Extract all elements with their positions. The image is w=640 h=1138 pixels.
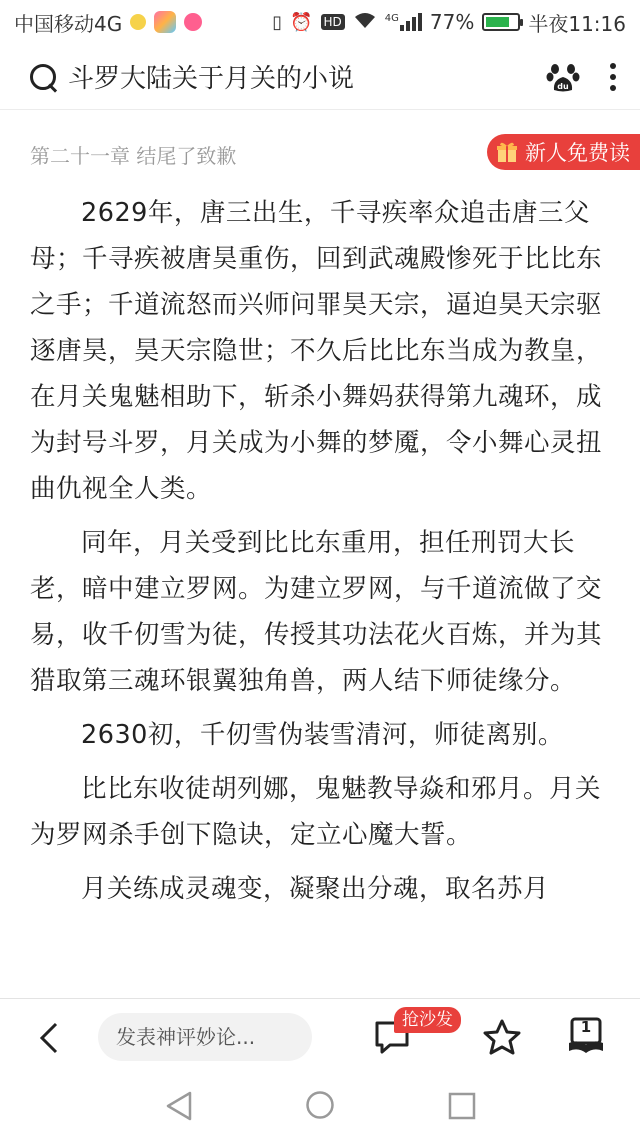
clock: 半夜11:16 bbox=[528, 11, 626, 36]
signal-icon bbox=[385, 13, 422, 31]
book-count: 1 bbox=[580, 1018, 592, 1036]
hd-icon: HD bbox=[321, 14, 345, 30]
search-icon[interactable] bbox=[28, 62, 58, 92]
article-body bbox=[30, 190, 614, 920]
notification-emoji-icon bbox=[130, 14, 146, 30]
notification-app-icon bbox=[154, 11, 176, 33]
article-paragraph: 同年，月关受到比比东重用，担任刑罚大长老，暗中建立罗网。为建立罗网，与千道流做了交易，收千仞雪为徒，传授其功法花火百炼，并为其猎取第三魂环银翼独角兽，两人结下师徒缘分。 bbox=[30, 528, 603, 696]
vibrate-icon: ▯ bbox=[272, 11, 283, 33]
carrier-label: 中国移动4G bbox=[14, 11, 123, 36]
sofa-badge[interactable]: 抢沙发 bbox=[394, 1007, 461, 1033]
free-read-label: 新人免费读 bbox=[525, 141, 630, 165]
more-icon[interactable] bbox=[608, 63, 618, 91]
battery-fill bbox=[486, 17, 509, 27]
article-paragraph: 2629年，唐三出生，千寻疾率众追击唐三父母；千寻疾被唐昊重伤，回到武魂殿惨死于比比东之手；千道流怒而兴师问罪昊天宗，逼迫昊天宗驱逐唐昊，昊天宗隐世；不久后比比东当成为教皇，在月关鬼魅相助下，斩杀小舞妈获得第九魂环，成为封号斗罗，月关成为小舞的梦魇，令小舞心灵扭曲仇视全人类。 bbox=[30, 198, 603, 504]
gift-icon bbox=[495, 140, 519, 164]
nav-back-icon[interactable] bbox=[164, 1090, 194, 1122]
article-paragraph: 月关练成灵魂变，凝聚出分魂，取名苏月 bbox=[81, 874, 550, 904]
baidu-paw-icon[interactable] bbox=[546, 60, 580, 94]
nav-home-icon[interactable] bbox=[305, 1090, 335, 1120]
alarm-icon: ⏰ bbox=[290, 11, 313, 33]
comment-input[interactable]: 发表神评妙论... bbox=[98, 1013, 312, 1061]
status-bar bbox=[0, 0, 640, 44]
chapter-row bbox=[0, 130, 640, 174]
battery-icon bbox=[482, 13, 520, 31]
status-right bbox=[272, 8, 626, 37]
chapter-title: 第二十一章 结尾了致歉 bbox=[30, 144, 237, 168]
search-query[interactable]: 斗罗大陆关于月关的小说 bbox=[68, 64, 355, 94]
article-paragraph: 2630初，千仞雪伪装雪清河，师徒离别。 bbox=[81, 720, 564, 750]
system-nav-bar bbox=[0, 1076, 640, 1138]
wifi-icon bbox=[353, 11, 377, 34]
status-left bbox=[14, 8, 202, 37]
article-paragraph: 比比东收徒胡列娜，鬼魅教导焱和邪月。月关为罗网杀手创下隐诀，定立心魔大誓。 bbox=[30, 774, 602, 850]
search-header bbox=[0, 44, 640, 110]
back-icon[interactable] bbox=[36, 1021, 64, 1055]
svg-text:du: du bbox=[557, 81, 569, 91]
notification-app2-icon bbox=[184, 13, 202, 31]
star-icon[interactable] bbox=[482, 1017, 522, 1057]
free-read-button[interactable] bbox=[487, 134, 640, 170]
comment-bar bbox=[0, 998, 640, 1076]
battery-percent: 77% bbox=[429, 10, 475, 34]
network-type-label: 4G bbox=[384, 13, 399, 24]
nav-recent-icon[interactable] bbox=[448, 1092, 476, 1120]
